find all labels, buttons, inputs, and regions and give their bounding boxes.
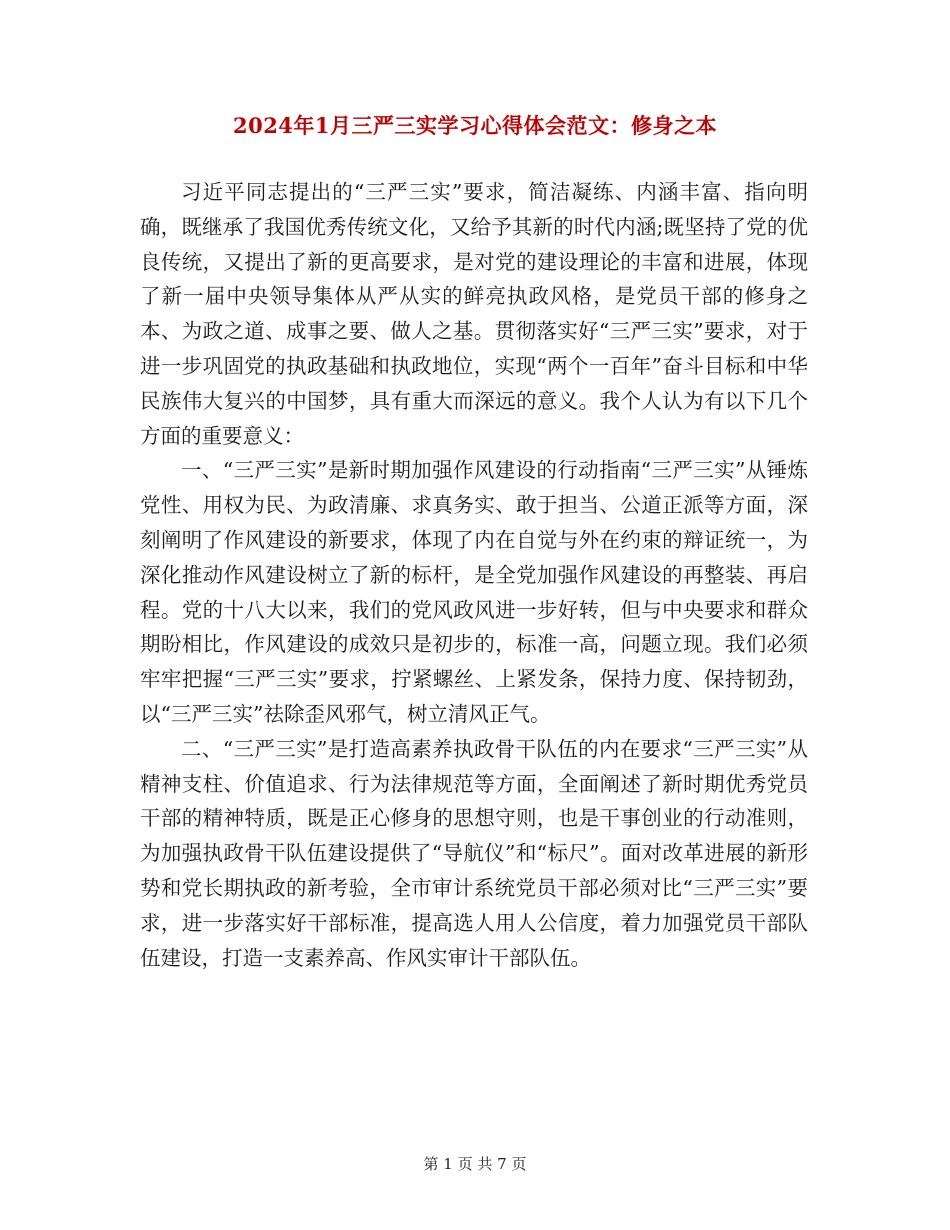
paragraph-section-2: 二、“三严三实”是打造高素养执政骨干队伍的内在要求“三严三实”从精神支柱、价值追求、行为法律规范等方面，全面阐述了新时期优秀党员干部的精神特质，既是正心修身的思想守则，也是干事创业的行动准则，为加强执政骨干队伍建设提供了“导航仪”和“标尺”。面对改革进展的新形势和党长期执政的新考验，全市审计系统党员干部必须对比“三严三实”要求，进一步落实好干部标准，提高选人用人公信度，着力加强党员干部队伍建设，打造一支素养高、作风实审计干部队伍。 [140,736,808,970]
page-number-footer: 第 1 页 共 7 页 [423,1155,527,1173]
paragraph-section-1: 一、“三严三实”是新时期加强作风建设的行动指南“三严三实”从锤炼党性、用权为民、为政清廉、求真务实、敢于担当、公道正派等方面，深刻阐明了作风建设的新要求，体现了内在自觉与外在约束的辩证统一，为深化推动作风建设树立了新的标杆，是全党加强作风建设的再整装、再启程。党的十八大以来，我们的党风政风进一步好转，但与中央要求和群众期盼相比，作风建设的成效只是初步的，标准一高，问题立现。我们必须牢牢把握“三严三实”要求，拧紧螺丝、上紧发条，保持力度、保持韧劲，以“三严三实”祛除歪风邪气，树立清风正气。 [140,458,808,726]
paragraph-intro: 习近平同志提出的“三严三实”要求，简洁凝练、内涵丰富、指向明确，既继承了我国优秀传统文化，又给予其新的时代内涵;既坚持了党的优良传统，又提出了新的更高要求，是对党的建设理论的丰富和进展，体现了新一届中央领导集体从严从实的鲜亮执政风格，是党员干部的修身之本、为政之道、成事之要、做人之基。贯彻落实好“三严三实”要求，对于进一步巩固党的执政基础和执政地位，实现“两个一百年”奋斗目标和中华民族伟大复兴的中国梦，具有重大而深远的意义。我个人认为有以下几个方面的重要意义： [140,180,808,448]
document-title: 2024年1月三严三实学习心得体会范文：修身之本 [232,113,718,138]
document-body [140,175,808,975]
